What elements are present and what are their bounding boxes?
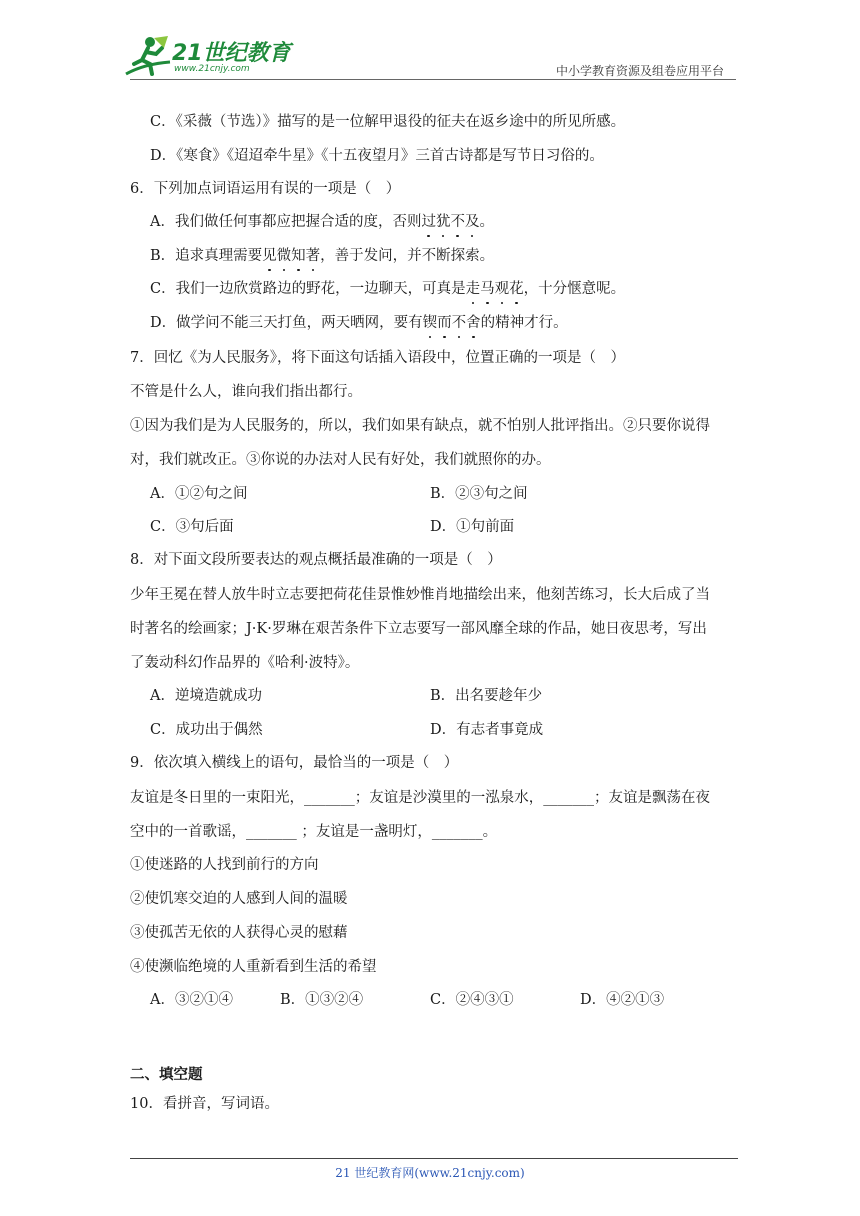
section-heading-fill-in: 二、填空题 <box>130 1067 203 1083</box>
footer-site-link[interactable]: 21 世纪教育网(www.21cnjy.com) <box>335 1166 525 1180</box>
question-10: 10．看拼音，写词语。 <box>130 1096 279 1112</box>
q7-passage-line-1: ①因为我们是为人民服务的，所以，我们如果有缺点，就不怕别人批评指出。②只要你说得 <box>130 418 710 434</box>
q6-option-a: A．我们做任何事都应把握合适的度，否则过犹不及。 <box>150 214 494 230</box>
q5-option-d: D．《寒食》《迢迢牵牛星》《十五夜望月》三首古诗都是写节日习俗的。 <box>150 148 604 164</box>
dotted-char: 走 <box>465 281 481 297</box>
dotted-char: 不 <box>451 315 467 331</box>
dotted-char: 及 <box>464 214 480 230</box>
logo-text: 21世纪教育 <box>172 41 291 66</box>
q8-passage-line-3: 了轰动科幻作品界的《哈利·波特》。 <box>130 655 360 671</box>
question-8: 8．对下面文段所要表达的观点概括最准确的一项是（ ） <box>130 552 502 568</box>
q7-passage-line-2: 对，我们就改正。③你说的办法对人民有好处，我们就照你的办。 <box>130 452 551 468</box>
q9-option-a: A．③②①④ <box>150 992 233 1008</box>
question-6: 6．下列加点词语运用有误的一项是（ ） <box>130 181 401 197</box>
dotted-char: 知 <box>291 248 306 264</box>
footer-divider <box>130 1158 738 1159</box>
q5-option-c: C．《采薇（节选）》描写的是一位解甲退役的征夫在返乡途中的所见所感。 <box>150 114 626 130</box>
q9-choice-2: ②使饥寒交迫的人感到人间的温暖 <box>130 891 348 907</box>
dotted-char: 见 <box>262 248 277 264</box>
q9-choice-3: ③使孤苦无依的人获得心灵的慰藉 <box>130 925 348 941</box>
question-9: 9．依次填入横线上的语句，最恰当的一项是（ ） <box>130 755 459 771</box>
dotted-char: 花 <box>509 281 524 297</box>
dotted-char: 微 <box>276 248 292 264</box>
q6-option-d: D．做学问不能三天打鱼，两天晒网，要有锲而不舍的精神才行。 <box>150 315 568 331</box>
q9-option-c: C．②④③① <box>430 992 514 1008</box>
dotted-char: 舍 <box>466 315 481 331</box>
question-7: 7．回忆《为人民服务》，将下面这句话插入语段中，位置正确的一项是（ ） <box>130 350 625 366</box>
q8-option-a: A．逆境造就成功 <box>150 688 262 704</box>
header-divider <box>130 79 736 80</box>
page-header <box>0 0 860 90</box>
q8-passage-line-1: 少年王冕在替人放牛时立志要把荷花佳景惟妙惟肖地描绘出来，他刻苦练习，长大后成了当 <box>130 587 710 603</box>
dotted-char: 著 <box>305 248 321 264</box>
q6-option-b: B．追求真理需要见微知著，善于发问，并不断探索。 <box>150 248 495 264</box>
dotted-char: 观 <box>494 281 510 297</box>
q6-option-c: C．我们一边欣赏路边的野花，一边聊天，可真是走马观花，十分惬意呢。 <box>150 281 626 297</box>
q7-option-b: B．②③句之间 <box>430 486 528 502</box>
q7-option-c: C．③句后面 <box>150 519 234 535</box>
q7-insert-sentence: 不管是什么人，谁向我们指出都行。 <box>130 384 362 400</box>
q7-option-a: A．①②句之间 <box>150 486 248 502</box>
q9-choice-1: ①使迷路的人找到前行的方向 <box>130 857 319 873</box>
dotted-char: 过 <box>421 214 436 230</box>
q8-option-d: D．有志者事竟成 <box>430 722 544 738</box>
site-logo[interactable] <box>124 34 294 80</box>
q9-passage-line-1: 友谊是冬日里的一束阳光，_______；友谊是沙漠里的一泓泉水，_______；友谊是飘荡在夜 <box>130 790 710 806</box>
dotted-char: 犹 <box>435 214 451 230</box>
dotted-char: 而 <box>437 315 452 331</box>
dotted-char: 不 <box>450 214 465 230</box>
q9-option-b: B．①③②④ <box>280 992 364 1008</box>
logo-url: www.21cnjy.com <box>174 64 250 74</box>
q7-option-d: D．①句前面 <box>430 519 515 535</box>
dotted-char: 锲 <box>422 315 438 331</box>
runner-icon <box>124 34 176 80</box>
q8-passage-line-2: 时著名的绘画家；J·K·罗琳在艰苦条件下立志要写一部风靡全球的作品，她日夜思考，写出 <box>130 621 707 637</box>
q8-option-c: C．成功出于偶然 <box>150 722 263 738</box>
q8-option-b: B．出名要趁年少 <box>430 688 543 704</box>
q9-option-d: D．④②①③ <box>580 992 665 1008</box>
header-platform-title: 中小学教育资源及组卷应用平台 <box>555 64 724 78</box>
dotted-char: 马 <box>480 281 495 297</box>
q9-passage-line-2: 空中的一首歌谣，_______ ；友谊是一盏明灯，_______。 <box>130 824 498 840</box>
q9-choice-4: ④使濒临绝境的人重新看到生活的希望 <box>130 959 377 975</box>
